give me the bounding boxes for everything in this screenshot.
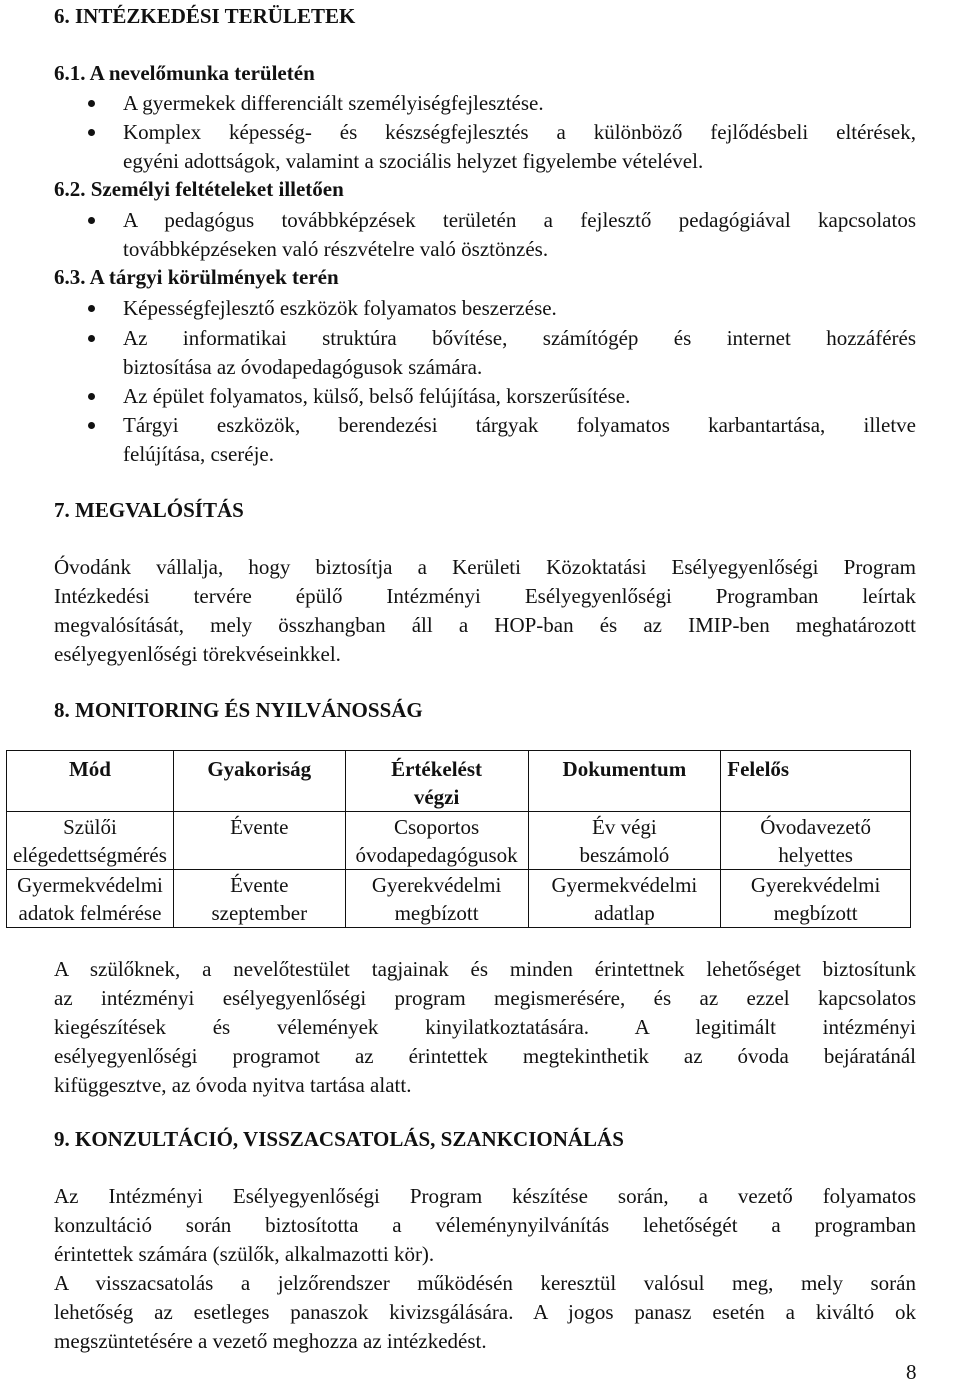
table-header-row	[7, 751, 911, 812]
table-cell: Év végi beszámoló	[528, 812, 721, 870]
table-row	[7, 870, 911, 928]
paragraph-line: esélyegyenlőségi programot az érintettek megtekinthetik az óvoda bejáratánál	[54, 1044, 916, 1068]
paragraph-line: A szülőknek, a nevelőtestület tagjainak és minden érintettnek lehetőséget biztosítunk	[54, 957, 916, 981]
bullet-icon	[88, 335, 95, 342]
paragraph-line: lehetőség az esetleges panaszok kivizsgálására. A jogos panasz esetén a kiváltó ok	[54, 1300, 916, 1324]
section-8-title: 8. MONITORING ÉS NYILVÁNOSSÁG	[54, 698, 423, 722]
paragraph-line: Az Intézményi Esélyegyenlőségi Program készítése során, a vezető folyamatos	[54, 1184, 916, 1208]
paragraph-line: megvalósítását, mely összhangban áll a HOP-ban és az IMIP-ben meghatározott	[54, 613, 916, 637]
paragraph-line: az intézményi esélyegyenlőségi program megismerésére, és az ezzel kapcsolatos	[54, 986, 916, 1010]
section-6-title: 6. INTÉZKEDÉSI TERÜLETEK	[54, 4, 356, 28]
paragraph-line: konzultáció során biztosította a véleménynyilvánítás lehetőségét a programban	[54, 1213, 916, 1237]
table-header-cell: Felelős	[721, 751, 911, 812]
list-item-line: biztosítása az óvodapedagógusok számára.	[123, 355, 483, 379]
list-item-line: továbbképzéseken való részvételre való ösztönzés.	[123, 237, 549, 261]
section-9-paragraph-2	[54, 1269, 916, 1356]
subsection-6-3-title: 6.3. A tárgyi körülmények terén	[54, 265, 339, 289]
list-item-line: Az informatikai struktúra bővítése, számítógép és internet hozzáférés	[123, 326, 916, 350]
subsection-6-2-title: 6.2. Személyi feltételeket illetően	[54, 177, 344, 201]
paragraph-line: esélyegyenlőségi törekvéseinkkel.	[54, 642, 341, 666]
table-header-cell: Mód	[7, 751, 174, 812]
paragraph-line: kifüggesztve, az óvoda nyitva tartása alatt.	[54, 1073, 412, 1097]
list-item-text	[123, 411, 916, 469]
table-header-cell: Gyakoriság	[173, 751, 345, 812]
table-cell: Gyermekvédelmi adatlap	[528, 870, 721, 928]
table-cell: Évente szeptember	[173, 870, 345, 928]
monitoring-table	[6, 750, 911, 928]
paragraph-line: kiegészítések és vélemények kinyilatkoztatására. A legitimált intézményi	[54, 1015, 916, 1039]
table-cell: Csoportos óvodapedagógusok	[345, 812, 528, 870]
table-cell: Gyerekvédelmi megbízott	[721, 870, 911, 928]
bullet-icon	[88, 100, 95, 107]
list-item-text: A gyermekek differenciált személyiségfejlesztése.	[123, 91, 544, 115]
page-number: 8	[906, 1360, 917, 1384]
paragraph-line: megszüntetésére a vezető meghozza az intézkedést.	[54, 1329, 487, 1353]
section-7-paragraph	[54, 553, 916, 669]
list-item-text	[123, 324, 916, 382]
paragraph-line: Óvodánk vállalja, hogy biztosítja a Kerületi Közoktatási Esélyegyenlőségi Program	[54, 555, 916, 579]
paragraph-line: Intézkedési tervére épülő Intézményi Esélyegyenlőségi Programban leírtak	[54, 584, 916, 608]
bullet-icon	[88, 129, 95, 136]
list-item-line: Komplex képesség- és készségfejlesztés a különböző fejlődésbeli eltérések,	[123, 120, 916, 144]
bullet-icon	[88, 217, 95, 224]
table-header-cell: Dokumentum	[528, 751, 721, 812]
list-item-line: A pedagógus továbbképzések területén a fejlesztő pedagógiával kapcsolatos	[123, 208, 916, 232]
list-item-text: Az épület folyamatos, külső, belső felújítása, korszerűsítése.	[123, 384, 631, 408]
section-7-title: 7. MEGVALÓSÍTÁS	[54, 498, 244, 522]
table-cell: Óvodavezető helyettes	[721, 812, 911, 870]
subsection-6-1-title: 6.1. A nevelőmunka területén	[54, 61, 315, 85]
table-row	[7, 812, 911, 870]
section-9-paragraph-1	[54, 1182, 916, 1269]
bullet-icon	[88, 393, 95, 400]
paragraph-line: A visszacsatolás a jelzőrendszer működésén keresztül valósul meg, mely során	[54, 1271, 916, 1295]
list-item-text	[123, 118, 916, 176]
table-cell: Évente	[173, 812, 345, 870]
table-cell: Gyermekvédelmi adatok felmérése	[7, 870, 174, 928]
list-item-line: Tárgyi eszközök, berendezési tárgyak folyamatos karbantartása, illetve	[123, 413, 916, 437]
bullet-icon	[88, 305, 95, 312]
section-9-title: 9. KONZULTÁCIÓ, VISSZACSATOLÁS, SZANKCIONÁLÁS	[54, 1127, 624, 1151]
table-cell: Szülői elégedettségmérés	[7, 812, 174, 870]
bullet-icon	[88, 422, 95, 429]
table-header-cell: Értékelést végzi	[345, 751, 528, 812]
section-8-paragraph	[54, 955, 916, 1100]
list-item-text	[123, 206, 916, 264]
list-item-line: egyéni adottságok, valamint a szociális helyzet figyelembe vételével.	[123, 149, 704, 173]
list-item-line: felújítása, cseréje.	[123, 442, 274, 466]
paragraph-line: érintettek számára (szülők, alkalmazotti kör).	[54, 1242, 435, 1266]
list-item-text: Képességfejlesztő eszközök folyamatos beszerzése.	[123, 296, 557, 320]
table-cell: Gyerekvédelmi megbízott	[345, 870, 528, 928]
